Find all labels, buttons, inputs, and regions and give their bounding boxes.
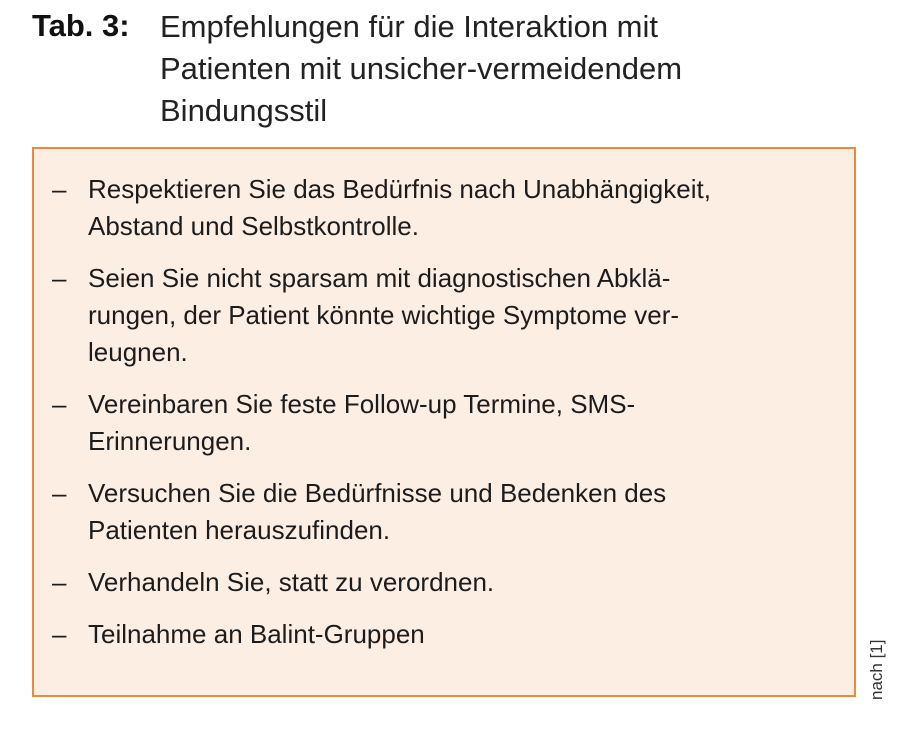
item-line: leugnen. <box>88 337 188 367</box>
table-title-line: Bindungsstil <box>160 93 328 128</box>
table-title-line: Patienten mit unsicher-vermeidendem <box>160 51 683 86</box>
table-number-label: Tab. 3: <box>32 8 130 43</box>
table-title <box>160 6 860 132</box>
dash-bullet: – <box>52 619 67 649</box>
list-item <box>50 616 850 653</box>
dash-bullet: – <box>52 263 67 293</box>
recommendations-list <box>50 171 850 668</box>
list-item <box>50 564 850 601</box>
item-line: Verhandeln Sie, statt zu verordnen. <box>88 567 495 597</box>
item-line: Abstand und Selbstkontrolle. <box>88 211 419 241</box>
source-note: nach [1] <box>867 639 886 700</box>
dash-bullet: – <box>52 478 67 508</box>
list-item <box>50 260 850 371</box>
dash-bullet: – <box>52 389 67 419</box>
list-item <box>50 475 850 549</box>
recommendations-box <box>32 147 856 697</box>
item-line: Respektieren Sie das Bedürfnis nach Unabhängigkeit, <box>88 174 711 204</box>
item-line: Patienten herauszufinden. <box>88 515 391 545</box>
item-line: Vereinbaren Sie feste Follow-up Termine, SMS- <box>88 389 636 419</box>
item-line: Seien Sie nicht sparsam mit diagnostischen Abklä- <box>88 263 671 293</box>
dash-bullet: – <box>52 567 67 597</box>
table-title-line: Empfehlungen für die Interaktion mit <box>160 9 658 44</box>
dash-bullet: – <box>52 174 67 204</box>
item-line: Teilnahme an Balint-Gruppen <box>88 619 425 649</box>
list-item <box>50 386 850 460</box>
item-line: Erinnerungen. <box>88 426 252 456</box>
item-line: Versuchen Sie die Bedürfnisse und Bedenken des <box>88 478 667 508</box>
list-item <box>50 171 850 245</box>
item-line: rungen, der Patient könnte wichtige Symptome ver- <box>88 300 680 330</box>
